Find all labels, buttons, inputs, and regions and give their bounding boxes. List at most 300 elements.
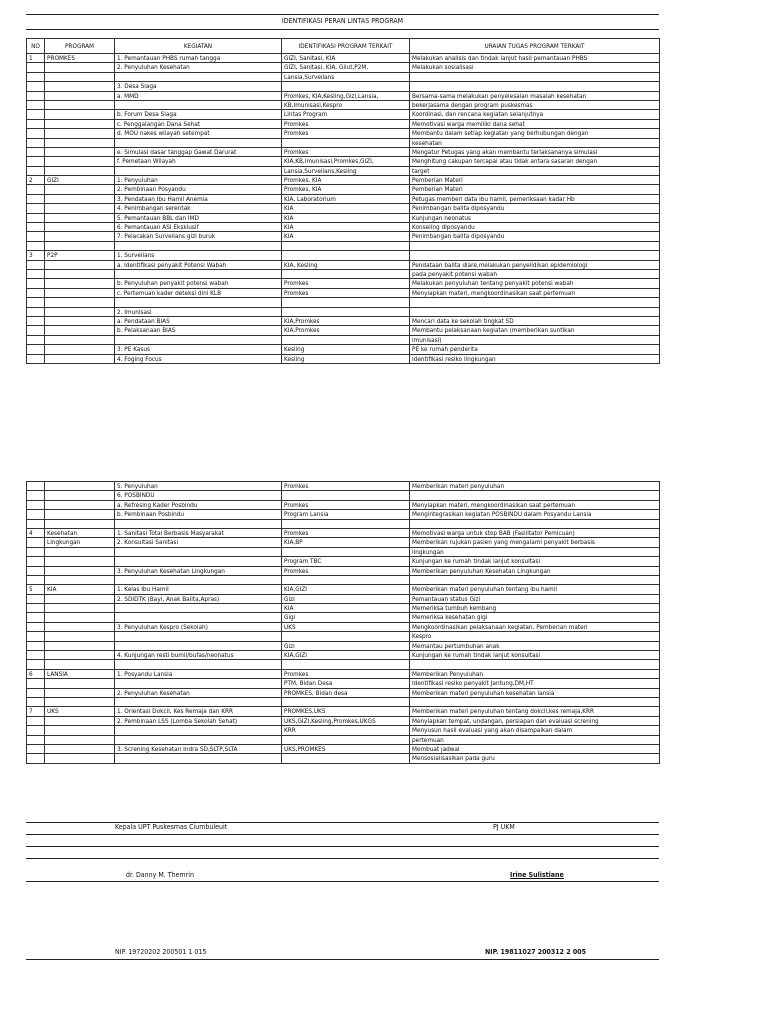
cell-program <box>45 213 115 222</box>
cell-kegiatan <box>115 241 282 250</box>
signature-right-nip: NIP. 19811027 200312 2 005 <box>485 948 586 956</box>
cell-uraian-tugas <box>410 251 660 260</box>
cell-uraian-tugas <box>410 697 660 706</box>
cell-kegiatan: 3. PE Kasus <box>115 345 282 354</box>
cell-kegiatan <box>115 641 282 650</box>
cell-no <box>27 622 45 631</box>
cell-program <box>45 63 115 72</box>
cell-program-terkait: GIZI, Sanitasi, KIA <box>282 54 410 63</box>
cell-program-terkait <box>282 251 410 260</box>
cell-no <box>27 326 45 335</box>
cell-program <box>45 157 115 166</box>
cell-kegiatan: c. Penggalangan Dana Sehat <box>115 119 282 128</box>
cell-no <box>27 119 45 128</box>
cell-program <box>45 232 115 241</box>
table-row <box>27 100 660 109</box>
table-row <box>27 716 660 725</box>
cell-uraian-tugas: Memberikan rujukan pasien yang mengalami penyakit berbasis <box>410 538 660 547</box>
cell-uraian-tugas: kesehatan <box>410 138 660 147</box>
cell-kegiatan <box>115 335 282 344</box>
cell-uraian-tugas: Kespro <box>410 632 660 641</box>
cell-program-terkait: KIA,Promkes <box>282 326 410 335</box>
cell-no <box>27 547 45 556</box>
cell-program <box>45 575 115 584</box>
cell-program <box>45 204 115 213</box>
cell-program-terkait <box>282 307 410 316</box>
table-row <box>27 335 660 344</box>
cell-program <box>45 491 115 500</box>
table-row <box>27 119 660 128</box>
cell-program-terkait <box>282 335 410 344</box>
cell-no <box>27 129 45 138</box>
signature-rule-2 <box>26 834 659 835</box>
cell-program <box>45 72 115 81</box>
table-row <box>27 241 660 250</box>
table-row <box>27 82 660 91</box>
cell-no <box>27 604 45 613</box>
cell-uraian-tugas: Pemantauan status Gizi <box>410 594 660 603</box>
cell-kegiatan: 6. POSBINDU <box>115 491 282 500</box>
table-row <box>27 519 660 528</box>
document-title: IDENTIFIKASI PERAN LINTAS PROGRAM <box>281 17 404 25</box>
signature-left-name: dr. Danny M. Themrin <box>126 871 194 879</box>
cell-no <box>27 223 45 232</box>
cell-kegiatan <box>115 100 282 109</box>
cell-program-terkait: UKS,GIZI,Kesling,Promkes,UKGS <box>282 716 410 725</box>
cell-no <box>27 538 45 547</box>
table-row <box>27 735 660 744</box>
cell-kegiatan: b. Pelaksanaan BIAS <box>115 326 282 335</box>
cell-program <box>45 500 115 509</box>
cell-program <box>45 194 115 203</box>
cell-program-terkait: Promkes, KIA,Kesling,Gizi,Lansia, <box>282 91 410 100</box>
cell-no <box>27 726 45 735</box>
table-row <box>27 585 660 594</box>
cell-kegiatan: a. Identifikasi penyakit Potensi Wabah <box>115 260 282 269</box>
cell-kegiatan <box>115 726 282 735</box>
table-row <box>27 147 660 156</box>
cell-program-terkait: KIA,GIZI <box>282 651 410 660</box>
table-row <box>27 707 660 716</box>
cell-kegiatan: 7. Pelacakan Surveilans gizi buruk <box>115 232 282 241</box>
table-row <box>27 166 660 175</box>
cell-kegiatan: 2. Penyuluhan Kesehatan <box>115 63 282 72</box>
cell-uraian-tugas: Memberikan materi penyuluhan tentang ibu hamil <box>410 585 660 594</box>
cell-program-terkait: PROMKES, Bidan desa <box>282 688 410 697</box>
cell-uraian-tugas: Memberikan materi penyuluhan tentang dokcil,kes remaja,KRR <box>410 707 660 716</box>
cell-kegiatan <box>115 547 282 556</box>
table-row <box>27 138 660 147</box>
cell-no <box>27 491 45 500</box>
header-program-terkait: IDENTIFIKASI PROGRAM TERKAIT <box>282 39 410 54</box>
cell-program <box>45 335 115 344</box>
table-row <box>27 307 660 316</box>
cell-kegiatan <box>115 735 282 744</box>
cell-program-terkait <box>282 547 410 556</box>
table-row <box>27 279 660 288</box>
cell-uraian-tugas: Pendataan balita diare,melakukan penyelidikan epidemiologi <box>410 260 660 269</box>
cell-kegiatan <box>115 72 282 81</box>
cell-program <box>45 679 115 688</box>
signature-rule-5 <box>26 881 659 882</box>
cell-uraian-tugas: target <box>410 166 660 175</box>
cell-no <box>27 185 45 194</box>
bottom-rule <box>26 959 659 960</box>
cell-program-terkait: UKS <box>282 622 410 631</box>
cell-kegiatan: f. Pemetaan Wilayah <box>115 157 282 166</box>
cell-kegiatan: 6. Pemantauan ASI Eksklusif <box>115 223 282 232</box>
cell-uraian-tugas: Kunjungan ke rumah tindak lanjut konsultasi <box>410 651 660 660</box>
cell-no <box>27 166 45 175</box>
signature-left-nip: NIP. 19720202 200501 1 015 <box>115 948 207 956</box>
cell-uraian-tugas: bekerjasama dengan program puskesmas <box>410 100 660 109</box>
table-row <box>27 575 660 584</box>
cell-uraian-tugas: pada penyakit potensi wabah <box>410 269 660 278</box>
cell-kegiatan: b. Pembinaan Posbindu <box>115 510 282 519</box>
cell-kegiatan <box>115 604 282 613</box>
cell-no <box>27 575 45 584</box>
table-row <box>27 538 660 547</box>
cell-uraian-tugas: Mengintegrasikan kegiatan POSBINDU dalam Posyandu Lansia <box>410 510 660 519</box>
cell-program <box>45 269 115 278</box>
cell-program <box>45 298 115 307</box>
table-row <box>27 632 660 641</box>
cell-program <box>45 138 115 147</box>
cell-program <box>45 716 115 725</box>
cell-uraian-tugas: Memberikan materi penyuluhan kesehatan lansia <box>410 688 660 697</box>
cell-program <box>45 510 115 519</box>
table-row <box>27 482 660 491</box>
cell-program-terkait: PTM, Bidan Desa <box>282 679 410 688</box>
cell-program-terkait: KIA,BP <box>282 538 410 547</box>
table-row <box>27 557 660 566</box>
cell-kegiatan: 3. Penyuluhan Kesehatan Lingkungan <box>115 566 282 575</box>
cell-program-terkait: Promkes <box>282 528 410 537</box>
table-row <box>27 528 660 537</box>
cell-no <box>27 288 45 297</box>
program-table-part1 <box>26 38 660 364</box>
cell-program-terkait: KIA,KB,Imunisasi,Promkes,GIZI, <box>282 157 410 166</box>
cell-program-terkait: Program TBC <box>282 557 410 566</box>
cell-no: 3 <box>27 251 45 260</box>
cell-program-terkait: Promkes <box>282 566 410 575</box>
cell-program <box>45 260 115 269</box>
cell-program-terkait <box>282 269 410 278</box>
cell-program-terkait <box>282 519 410 528</box>
cell-no <box>27 335 45 344</box>
cell-program-terkait: Lansia,Surveilans <box>282 72 410 81</box>
cell-program-terkait <box>282 138 410 147</box>
cell-program-terkait: KIA,GIZI <box>282 585 410 594</box>
cell-program-terkait: GIZI, Sanitasi, KIA, Gilut,P2M, <box>282 63 410 72</box>
program-table-part2 <box>26 481 660 764</box>
cell-program <box>45 482 115 491</box>
cell-program <box>45 147 115 156</box>
cell-program-terkait <box>282 660 410 669</box>
cell-kegiatan: b. Forum Desa Siaga <box>115 110 282 119</box>
cell-program <box>45 632 115 641</box>
cell-kegiatan: 2. Pembinaan Posyandu <box>115 185 282 194</box>
cell-uraian-tugas: Membantu pelaksanaan kegiatan (memberikan suntikan <box>410 326 660 335</box>
cell-uraian-tugas <box>410 519 660 528</box>
cell-uraian-tugas: Bersama-sama melakukan penyelesaian masalah kesehatan <box>410 91 660 100</box>
table-row <box>27 688 660 697</box>
cell-uraian-tugas <box>410 72 660 81</box>
cell-program <box>45 166 115 175</box>
header-program: PROGRAM <box>45 39 115 54</box>
cell-no: 7 <box>27 707 45 716</box>
cell-uraian-tugas: Membantu dalam setiap kegiatan yang berhubungan dengan <box>410 129 660 138</box>
cell-kegiatan <box>115 519 282 528</box>
table-row <box>27 54 660 63</box>
cell-program <box>45 91 115 100</box>
cell-kegiatan <box>115 679 282 688</box>
cell-program-terkait <box>282 82 410 91</box>
table-row <box>27 697 660 706</box>
cell-program: UKS <box>45 707 115 716</box>
cell-uraian-tugas: Memeriksa kesehatan gigi <box>410 613 660 622</box>
cell-program <box>45 660 115 669</box>
cell-program <box>45 726 115 735</box>
cell-program <box>45 613 115 622</box>
cell-kegiatan: 1. Surveilans <box>115 251 282 260</box>
cell-uraian-tugas: PE ke rumah penderita <box>410 345 660 354</box>
cell-no <box>27 269 45 278</box>
table-row <box>27 354 660 363</box>
signature-right-name: Irine Sulistiane <box>510 871 564 879</box>
table-row <box>27 345 660 354</box>
cell-uraian-tugas: Mensosialisasikan pada guru <box>410 754 660 763</box>
cell-program-terkait: Promkes <box>282 279 410 288</box>
cell-no <box>27 345 45 354</box>
table-row <box>27 316 660 325</box>
cell-uraian-tugas: Identifikasi resiko lingkungan <box>410 354 660 363</box>
cell-no <box>27 316 45 325</box>
cell-uraian-tugas: Kunjungan neonatus <box>410 213 660 222</box>
cell-program-terkait: KIA,Promkes <box>282 316 410 325</box>
cell-program <box>45 566 115 575</box>
cell-program-terkait: Promkes <box>282 669 410 678</box>
cell-uraian-tugas: Menghitung cakupan tercapai atau tidak antara sasaran dengan <box>410 157 660 166</box>
cell-program-terkait: Promkes <box>282 147 410 156</box>
cell-program <box>45 326 115 335</box>
cell-program <box>45 754 115 763</box>
table-row <box>27 251 660 260</box>
cell-no <box>27 232 45 241</box>
cell-no <box>27 510 45 519</box>
table-row <box>27 213 660 222</box>
cell-uraian-tugas: Menyiapkan materi, mengkoordinasikan saat pertemuan <box>410 500 660 509</box>
table-row <box>27 594 660 603</box>
table-row <box>27 157 660 166</box>
cell-program-terkait: Gizi <box>282 594 410 603</box>
cell-program <box>45 110 115 119</box>
cell-program-terkait: Promkes, KIA <box>282 176 410 185</box>
cell-kegiatan <box>115 575 282 584</box>
cell-uraian-tugas: Identifikasi resiko penyakit Jantung,DM,HT <box>410 679 660 688</box>
cell-no <box>27 613 45 622</box>
cell-program-terkait: KIA <box>282 204 410 213</box>
cell-no <box>27 500 45 509</box>
cell-program-terkait: Kesling <box>282 345 410 354</box>
cell-program <box>45 547 115 556</box>
cell-program <box>45 279 115 288</box>
cell-program-terkait <box>282 632 410 641</box>
cell-uraian-tugas: imunisasi) <box>410 335 660 344</box>
cell-kegiatan: 4. Penimbangan serentak <box>115 204 282 213</box>
cell-no: 4 <box>27 528 45 537</box>
cell-program <box>45 129 115 138</box>
cell-no <box>27 298 45 307</box>
cell-kegiatan: 4. Kunjungan resti bumil/bufas/neonatus <box>115 651 282 660</box>
cell-uraian-tugas: Memberikan Penyuluhan <box>410 669 660 678</box>
cell-program-terkait: UKS,PROMKES <box>282 744 410 753</box>
table-row <box>27 91 660 100</box>
cell-no <box>27 194 45 203</box>
cell-program <box>45 622 115 631</box>
cell-kegiatan: 5. Penyuluhan <box>115 482 282 491</box>
cell-program <box>45 744 115 753</box>
table-row <box>27 500 660 509</box>
cell-uraian-tugas: Melakukan penyuluhan tentang penyakit potensi wabah <box>410 279 660 288</box>
header-uraian-tugas: URAIAN TUGAS PROGRAM TERKAIT <box>410 39 660 54</box>
header-no: NO <box>27 39 45 54</box>
cell-kegiatan <box>115 754 282 763</box>
cell-kegiatan <box>115 269 282 278</box>
signature-rule-4 <box>26 858 659 859</box>
cell-uraian-tugas: Memotivasi warga untuk stop BAB (Fasilitator Pemicuan) <box>410 528 660 537</box>
table-row <box>27 194 660 203</box>
cell-program-terkait: KB,Imunisasi,Kespro <box>282 100 410 109</box>
table-row <box>27 613 660 622</box>
table-row <box>27 510 660 519</box>
table-row <box>27 288 660 297</box>
cell-uraian-tugas: pertemuan <box>410 735 660 744</box>
cell-uraian-tugas: Penimbangan balita diposyandu <box>410 232 660 241</box>
cell-program: LANSIA <box>45 669 115 678</box>
cell-kegiatan <box>115 697 282 706</box>
cell-kegiatan <box>115 613 282 622</box>
cell-program-terkait: Promkes <box>282 482 410 491</box>
table-row <box>27 176 660 185</box>
cell-uraian-tugas <box>410 298 660 307</box>
cell-no <box>27 147 45 156</box>
cell-program-terkait: KIA, Kesling <box>282 260 410 269</box>
cell-kegiatan: e. Simulasi dasar tanggap Gawat Darurat <box>115 147 282 156</box>
cell-program: Kesehatan <box>45 528 115 537</box>
cell-no: 1 <box>27 54 45 63</box>
cell-program <box>45 223 115 232</box>
cell-uraian-tugas: lingkungan <box>410 547 660 556</box>
cell-uraian-tugas: Menyusun hasil evaluasi yang akan disampaikan dalam <box>410 726 660 735</box>
cell-no <box>27 279 45 288</box>
cell-program-terkait <box>282 697 410 706</box>
cell-no <box>27 100 45 109</box>
cell-uraian-tugas: Petugas memberi data ibu hamil, pemeriksaan kadar Hb <box>410 194 660 203</box>
cell-program-terkait: PROMKES,UKS <box>282 707 410 716</box>
cell-program-terkait: Promkes <box>282 129 410 138</box>
cell-no <box>27 260 45 269</box>
cell-no <box>27 204 45 213</box>
cell-kegiatan: a. Pendataan BIAS <box>115 316 282 325</box>
cell-uraian-tugas: Pemberian Materi <box>410 185 660 194</box>
cell-program-terkait: Promkes, KIA <box>282 185 410 194</box>
cell-program <box>45 185 115 194</box>
cell-no <box>27 660 45 669</box>
cell-uraian-tugas <box>410 307 660 316</box>
cell-kegiatan: 1. Posyandu Lansia <box>115 669 282 678</box>
cell-kegiatan <box>115 138 282 147</box>
table-row <box>27 604 660 613</box>
cell-program-terkait: KIA, Laboratorium <box>282 194 410 203</box>
cell-program-terkait <box>282 735 410 744</box>
cell-program <box>45 307 115 316</box>
cell-program-terkait: KRR <box>282 726 410 735</box>
cell-no <box>27 735 45 744</box>
cell-no <box>27 754 45 763</box>
cell-no <box>27 632 45 641</box>
cell-uraian-tugas: Pemberian Materi <box>410 176 660 185</box>
cell-program <box>45 688 115 697</box>
table-row <box>27 232 660 241</box>
cell-no <box>27 716 45 725</box>
cell-program: PROMKES <box>45 54 115 63</box>
cell-program <box>45 735 115 744</box>
table-row <box>27 547 660 556</box>
cell-kegiatan: 4. Foging Focus <box>115 354 282 363</box>
cell-kegiatan: 1. Orientasi Dokcil, Kes Remaja dan KRR <box>115 707 282 716</box>
cell-program <box>45 345 115 354</box>
cell-uraian-tugas: Koordinasi, dan rencana kegiatan selanjutnya <box>410 110 660 119</box>
cell-uraian-tugas: Melakukan sosialisasi <box>410 63 660 72</box>
cell-uraian-tugas: Membuat jadwal <box>410 744 660 753</box>
cell-kegiatan <box>115 632 282 641</box>
cell-program-terkait: Lintas Program <box>282 110 410 119</box>
cell-program-terkait: KIA <box>282 604 410 613</box>
cell-no <box>27 213 45 222</box>
table-row <box>27 669 660 678</box>
cell-kegiatan: 3. Penyuluhan Kespro (Sekolah) <box>115 622 282 631</box>
cell-program-terkait <box>282 491 410 500</box>
cell-uraian-tugas: Memotivasi warga memiliki dana sehat <box>410 119 660 128</box>
cell-uraian-tugas <box>410 491 660 500</box>
cell-kegiatan: a. Refresing Kader Posbindu <box>115 500 282 509</box>
cell-program-terkait <box>282 754 410 763</box>
cell-no <box>27 594 45 603</box>
cell-no <box>27 82 45 91</box>
header-kegiatan: KEGIATAN <box>115 39 282 54</box>
cell-program <box>45 354 115 363</box>
cell-kegiatan <box>115 557 282 566</box>
cell-no <box>27 138 45 147</box>
cell-program <box>45 519 115 528</box>
cell-program <box>45 82 115 91</box>
table-row <box>27 744 660 753</box>
cell-program <box>45 557 115 566</box>
cell-program-terkait: Program Lansia <box>282 510 410 519</box>
table-row <box>27 298 660 307</box>
cell-program <box>45 651 115 660</box>
cell-no <box>27 679 45 688</box>
title-rule <box>26 29 659 30</box>
cell-kegiatan: 3. Pendataan Ibu Hamil Anemia <box>115 194 282 203</box>
cell-uraian-tugas: Memberikan penyuluhan Kesehatan Lingkungan <box>410 566 660 575</box>
cell-program <box>45 641 115 650</box>
cell-no <box>27 566 45 575</box>
cell-uraian-tugas: Konseling diposyandu <box>410 223 660 232</box>
cell-kegiatan: 2. SDIDTK (Bayi, Anak Balita,Apras) <box>115 594 282 603</box>
cell-program: Lingkungan <box>45 538 115 547</box>
